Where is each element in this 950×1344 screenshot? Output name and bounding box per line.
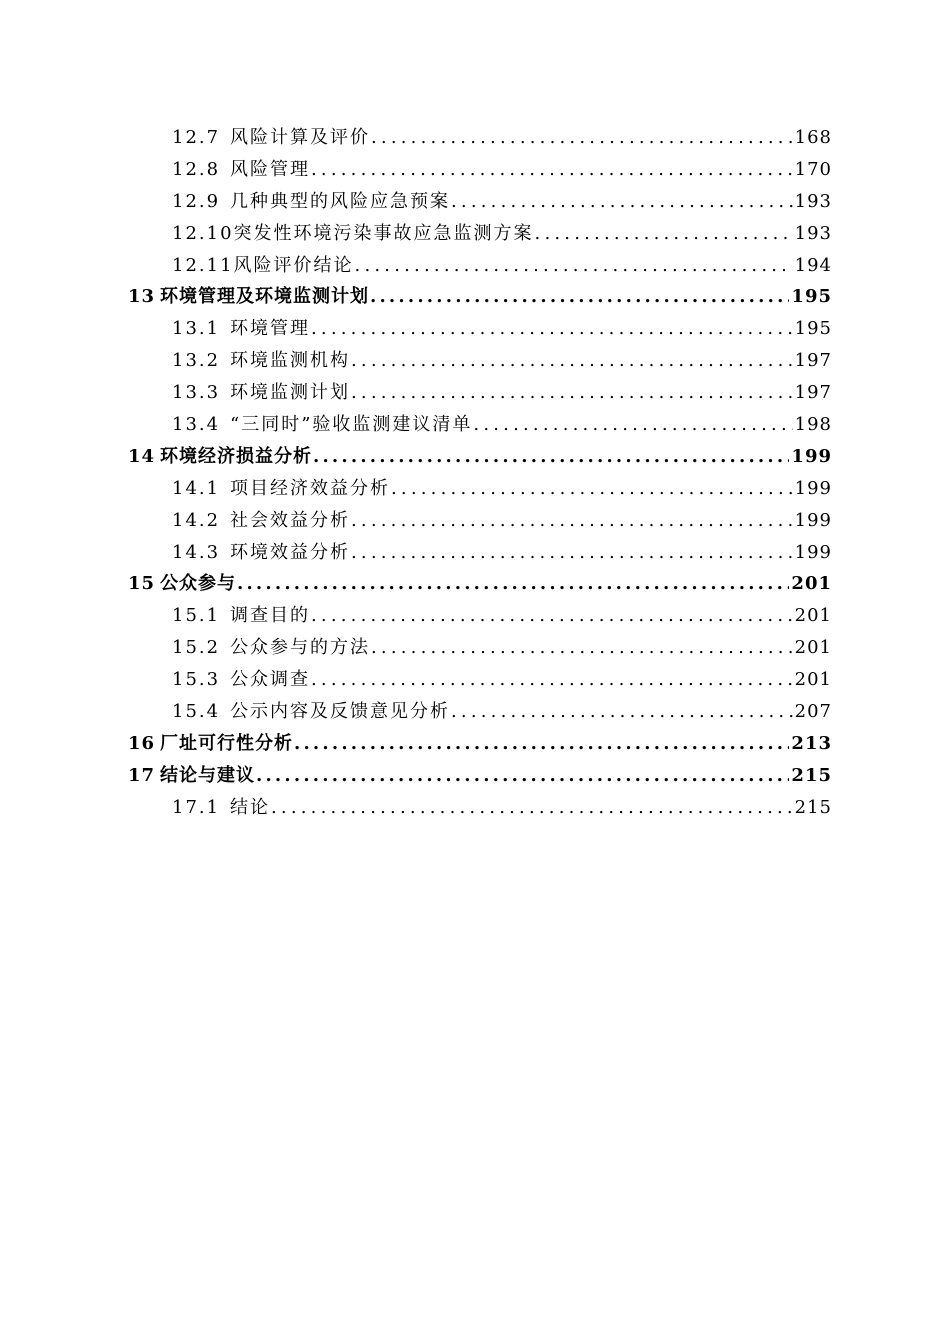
toc-entry-14-1[interactable] [128, 473, 832, 505]
toc-chapter-14[interactable] [128, 441, 832, 473]
toc-entry-13-2[interactable] [128, 345, 832, 377]
toc-entry-number: 12.7 [172, 127, 221, 148]
toc-entry-title: 环境监测计划 [230, 382, 350, 404]
toc-entry-number: 16 [128, 732, 156, 754]
toc-dot-leader [311, 154, 793, 186]
toc-dot-leader [311, 600, 793, 632]
toc-entry-12-10[interactable] [128, 218, 832, 250]
toc-entry-15-2[interactable] [128, 632, 832, 664]
toc-dot-leader [451, 186, 793, 218]
toc-entry-title: 风险计算及评价 [230, 127, 370, 148]
toc-entry-title: 公众调查 [230, 669, 310, 691]
toc-entry-title: 项目经济效益分析 [230, 477, 390, 499]
toc-entry-title: 调查目的 [230, 605, 310, 627]
toc-entry-title: 结论与建议 [160, 764, 255, 786]
toc-entry-title: 突发性环境污染事故应急监测方案 [233, 222, 534, 244]
toc-entry-number: 17.1 [172, 796, 221, 818]
toc-entry-13-3[interactable] [128, 377, 832, 409]
toc-entry-page: 193 [794, 190, 832, 212]
toc-dot-leader [351, 505, 793, 537]
table-of-contents [128, 122, 832, 824]
toc-entry-title: 公示内容及反馈意见分析 [230, 701, 450, 723]
toc-dot-leader [256, 760, 789, 792]
toc-entry-page: 213 [791, 732, 832, 754]
toc-entry-number: 15.4 [172, 701, 221, 723]
toc-entry-title: 环境监测机构 [230, 350, 350, 372]
toc-entry-number: 14.3 [172, 541, 221, 563]
toc-entry-15-3[interactable] [128, 664, 832, 696]
toc-entry-page: 195 [791, 286, 832, 308]
toc-entry-number: 15 [128, 573, 156, 595]
toc-chapter-16[interactable] [128, 728, 832, 760]
toc-entry-title: 环境效益分析 [230, 541, 350, 563]
toc-entry-title: 风险评价结论 [233, 254, 354, 276]
toc-dot-leader [351, 537, 793, 569]
toc-entry-number: 12.8 [172, 158, 221, 180]
toc-entry-15-1[interactable] [128, 600, 832, 632]
toc-entry-12-7[interactable] [128, 122, 832, 154]
toc-dot-leader [294, 728, 789, 760]
toc-entry-page: 199 [791, 445, 832, 467]
toc-entry-number: 13.2 [172, 350, 221, 372]
toc-entry-title: 公众参与 [160, 573, 236, 595]
toc-entry-title: 厂址可行性分析 [160, 732, 293, 754]
toc-entry-title: 环境管理及环境监测计划 [160, 286, 369, 308]
toc-dot-leader [535, 218, 793, 250]
toc-entry-title: 结论 [230, 796, 270, 818]
toc-dot-leader [370, 281, 789, 313]
toc-entry-12-9[interactable] [128, 186, 832, 218]
toc-entry-12-8[interactable] [128, 154, 832, 186]
toc-entry-14-3[interactable] [128, 537, 832, 569]
toc-entry-number: 12.11 [172, 254, 234, 276]
toc-dot-leader [351, 377, 793, 409]
toc-dot-leader [371, 632, 793, 664]
toc-entry-title: 几种典型的风险应急预案 [230, 190, 450, 212]
toc-entry-page: 199 [794, 477, 832, 499]
toc-dot-leader [351, 345, 793, 377]
toc-entry-page: 168 [794, 127, 832, 148]
toc-dot-leader [271, 792, 793, 824]
toc-chapter-15[interactable] [128, 568, 832, 600]
toc-entry-number: 12.10 [172, 222, 234, 244]
toc-entry-13-4[interactable] [128, 409, 832, 441]
toc-entry-page: 201 [791, 573, 832, 595]
toc-entry-14-2[interactable] [128, 505, 832, 537]
toc-entry-page: 197 [794, 350, 832, 372]
toc-entry-page: 201 [794, 637, 832, 659]
toc-dot-leader [451, 696, 793, 728]
toc-entry-number: 14 [128, 445, 156, 467]
toc-entry-page: 195 [794, 318, 832, 340]
toc-dot-leader [371, 122, 793, 154]
toc-entry-title: “三同时”验收监测建议清单 [230, 414, 473, 436]
toc-dot-leader [391, 473, 793, 505]
toc-entry-page: 197 [794, 382, 832, 404]
toc-entry-number: 15.2 [172, 637, 221, 659]
toc-entry-page: 194 [794, 254, 832, 276]
toc-entry-page: 215 [791, 764, 832, 786]
toc-entry-number: 13.1 [172, 318, 221, 340]
toc-entry-number: 14.1 [172, 477, 221, 499]
toc-entry-page: 201 [794, 605, 832, 627]
toc-entry-title: 公众参与的方法 [230, 637, 370, 659]
toc-entry-number: 13 [128, 286, 156, 308]
toc-dot-leader [355, 250, 793, 282]
toc-entry-page: 199 [794, 541, 832, 563]
toc-entry-13-1[interactable] [128, 313, 832, 345]
toc-entry-17-1[interactable] [128, 792, 832, 824]
toc-entry-page: 170 [794, 158, 832, 180]
toc-entry-number: 14.2 [172, 509, 221, 531]
toc-dot-leader [311, 664, 793, 696]
toc-dot-leader [237, 568, 789, 600]
toc-entry-page: 199 [794, 509, 832, 531]
toc-entry-title: 风险管理 [230, 158, 310, 180]
toc-chapter-17[interactable] [128, 760, 832, 792]
toc-chapter-13[interactable] [128, 281, 832, 313]
toc-entry-title: 社会效益分析 [230, 509, 350, 531]
toc-entry-page: 207 [794, 701, 832, 723]
toc-entry-12-11[interactable] [128, 250, 832, 282]
toc-dot-leader [311, 313, 793, 345]
toc-entry-title: 环境管理 [230, 318, 310, 340]
toc-entry-number: 15.3 [172, 669, 221, 691]
toc-entry-page: 193 [794, 222, 832, 244]
toc-entry-number: 17 [128, 764, 156, 786]
toc-entry-15-4[interactable] [128, 696, 832, 728]
toc-entry-number: 13.3 [172, 382, 221, 404]
toc-entry-title: 环境经济损益分析 [160, 445, 312, 467]
toc-dot-leader [473, 409, 792, 441]
toc-entry-number: 12.9 [172, 190, 221, 212]
toc-entry-page: 215 [794, 796, 832, 818]
toc-entry-page: 198 [794, 414, 832, 436]
toc-entry-page: 201 [794, 669, 832, 691]
toc-dot-leader [313, 441, 789, 473]
toc-entry-number: 15.1 [172, 605, 221, 627]
toc-entry-number: 13.4 [172, 414, 221, 436]
